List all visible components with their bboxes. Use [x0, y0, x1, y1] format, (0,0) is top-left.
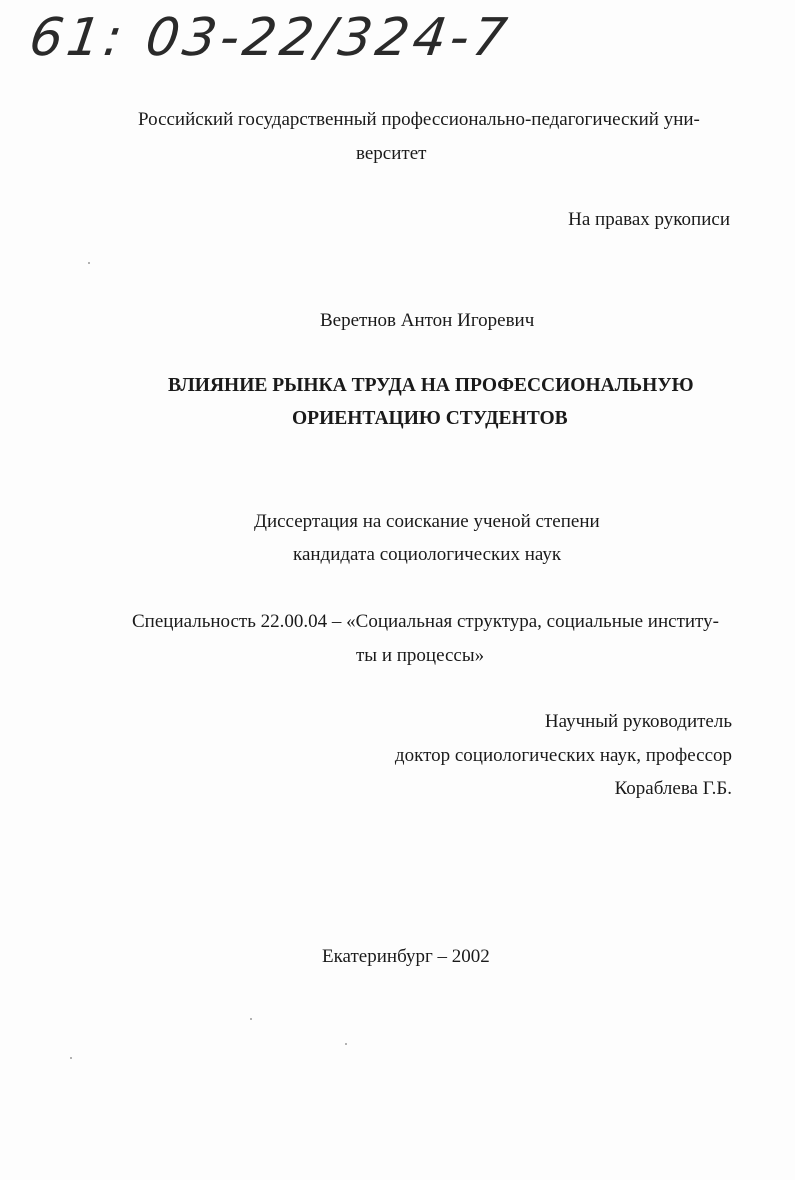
specialty-line1: Специальность 22.00.04 – «Социальная структура, социальные институ- — [132, 611, 719, 632]
scan-speck — [345, 1043, 347, 1045]
university-name-line1: Российский государственный профессионально-педагогический уни- — [138, 109, 700, 130]
archive-number-handwritten: 61: 03-22/324-7 — [25, 8, 515, 68]
manuscript-rights-label: На правах рукописи — [568, 209, 730, 230]
author-name: Веретнов Антон Игоревич — [320, 310, 535, 331]
city-year: Екатеринбург – 2002 — [322, 946, 490, 967]
scan-speck — [250, 1018, 252, 1020]
dissertation-title-line2: ОРИЕНТАЦИЮ СТУДЕНТОВ — [292, 408, 568, 429]
dissertation-title-line1: ВЛИЯНИЕ РЫНКА ТРУДА НА ПРОФЕССИОНАЛЬНУЮ — [168, 375, 694, 396]
scan-speck — [88, 262, 90, 264]
supervisor-degree: доктор социологических наук, профессор — [394, 745, 732, 766]
university-name-line2: верситет — [356, 143, 427, 164]
degree-line2: кандидата социологических наук — [293, 544, 562, 565]
scan-speck — [70, 1057, 72, 1059]
degree-line1: Диссертация на соискание ученой степени — [254, 511, 600, 532]
specialty-line2: ты и процессы» — [356, 645, 485, 666]
supervisor-label: Научный руководитель — [544, 711, 732, 732]
supervisor-name: Кораблева Г.Б. — [614, 778, 732, 799]
